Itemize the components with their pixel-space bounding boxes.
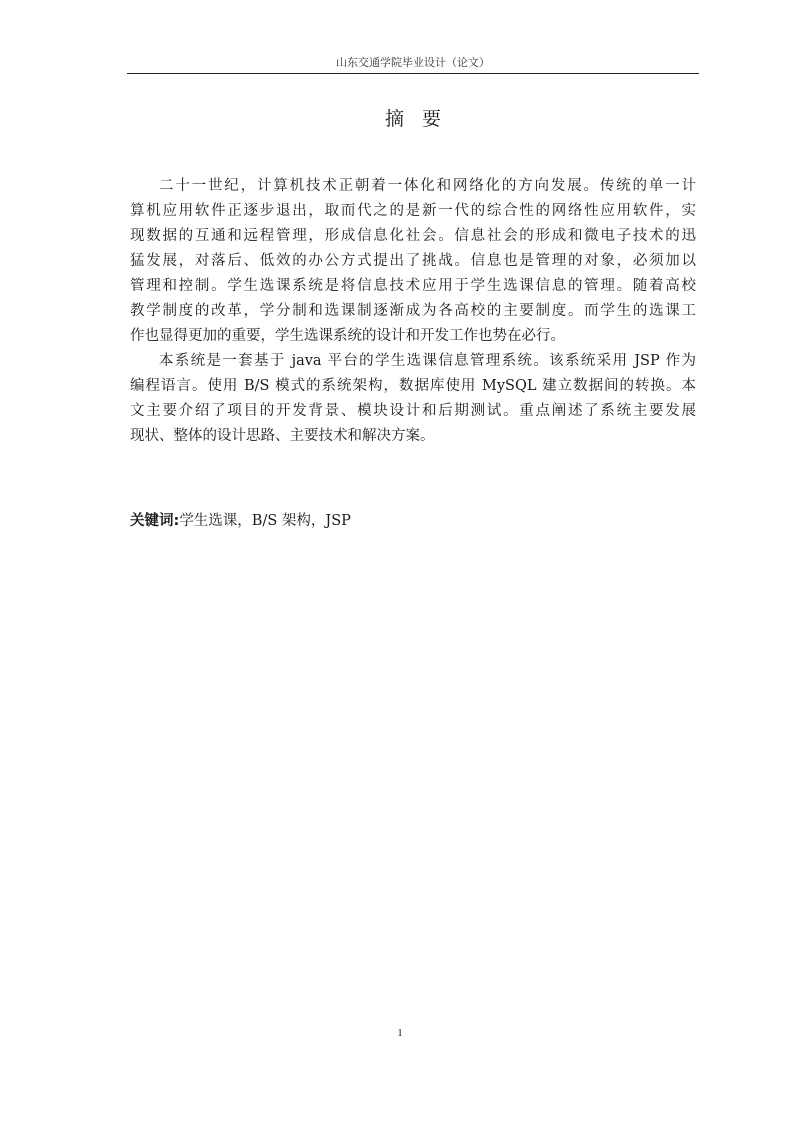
keywords-label: 关键词: <box>130 513 180 529</box>
abstract-paragraph-2 <box>130 349 696 449</box>
text-line: 文主要介绍了项目的开发背景、模块设计和后期测试。重点阐述了系统主要发展 <box>130 403 696 419</box>
text-line: 作也显得更加的重要，学生选课系统的设计和开发工作也势在必行。 <box>130 328 565 344</box>
section-title: 摘要 <box>384 108 459 130</box>
abstract-paragraph-1 <box>130 174 696 349</box>
text-line: 编程语言。使用 B/S 模式的系统架构，数据库使用 MySQL 建立数据间的转换。本 <box>130 378 696 394</box>
keywords-value: 学生选课，B/S 架构，JSP <box>179 513 351 529</box>
text-line: 现数据的互通和远程管理，形成信息化社会。信息社会的形成和微电子技术的迅 <box>130 228 696 244</box>
page-number: 1 <box>397 1027 403 1039</box>
text-line: 管理和控制。学生选课系统是将信息技术应用于学生选课信息的管理。随着高校 <box>130 278 696 294</box>
text-line: 本系统是一套基于 java 平台的学生选课信息管理系统。该系统采用 JSP 作为 <box>159 353 696 369</box>
keywords <box>130 510 351 532</box>
text-line: 猛发展，对落后、低效的办公方式提出了挑战。信息也是管理的对象，必须加以 <box>130 253 696 269</box>
text-line: 现状、整体的设计思路、主要技术和解决方案。 <box>130 428 435 444</box>
text-line: 算机应用软件正逐步退出，取而代之的是新一代的综合性的网络性应用软件，实 <box>130 203 696 219</box>
running-header: 山东交通学院毕业设计（论文） <box>336 56 490 69</box>
header-rule <box>127 73 699 74</box>
text-line: 教学制度的改革，学分制和选课制逐渐成为各高校的主要制度。而学生的选课工 <box>130 303 696 319</box>
text-line: 二十一世纪，计算机技术正朝着一体化和网络化的方向发展。传统的单一计 <box>159 178 696 194</box>
abstract-body <box>130 174 696 449</box>
